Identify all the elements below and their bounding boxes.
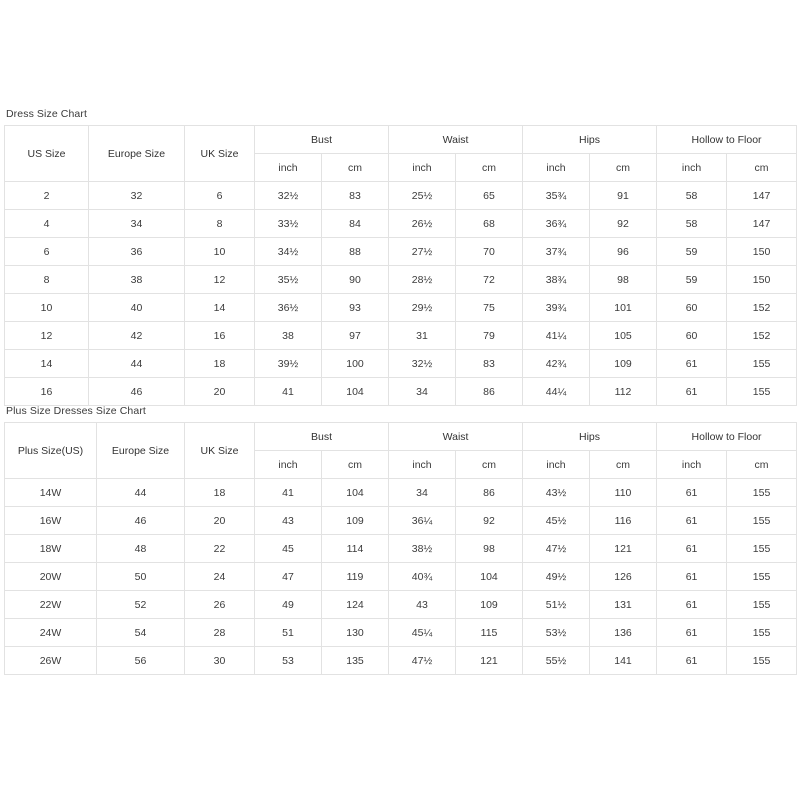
cell-hips-cm: 141 xyxy=(590,647,657,675)
cell-waist-inch: 26½ xyxy=(389,210,456,238)
cell-bust-inch: 41 xyxy=(255,378,322,406)
cell-hollow-cm: 155 xyxy=(727,479,797,507)
cell-uk-size: 18 xyxy=(185,350,255,378)
cell-hollow-cm: 155 xyxy=(727,378,797,406)
cell-hips-inch: 37¾ xyxy=(523,238,590,266)
unit-bust-inch: inch xyxy=(255,451,322,479)
cell-hips-cm: 136 xyxy=(590,619,657,647)
cell-hips-cm: 98 xyxy=(590,266,657,294)
cell-hips-inch: 47½ xyxy=(523,535,590,563)
table-header-row xyxy=(5,126,797,154)
cell-waist-inch: 43 xyxy=(389,591,456,619)
cell-hips-inch: 44¼ xyxy=(523,378,590,406)
cell-bust-inch: 49 xyxy=(255,591,322,619)
cell-waist-cm: 75 xyxy=(456,294,523,322)
cell-waist-inch: 34 xyxy=(389,479,456,507)
table-row xyxy=(5,378,797,406)
cell-waist-cm: 68 xyxy=(456,210,523,238)
cell-hollow-cm: 150 xyxy=(727,238,797,266)
cell-bust-cm: 84 xyxy=(322,210,389,238)
cell-bust-inch: 47 xyxy=(255,563,322,591)
cell-hips-inch: 39¾ xyxy=(523,294,590,322)
cell-us-size: 6 xyxy=(5,238,89,266)
unit-waist-inch: inch xyxy=(389,451,456,479)
cell-europe-size: 44 xyxy=(97,479,185,507)
cell-hips-inch: 55½ xyxy=(523,647,590,675)
column-header-hips: Hips xyxy=(523,423,657,451)
cell-hollow-cm: 155 xyxy=(727,535,797,563)
unit-hips-inch: inch xyxy=(523,451,590,479)
cell-hollow-cm: 155 xyxy=(727,619,797,647)
cell-hollow-cm: 147 xyxy=(727,210,797,238)
cell-bust-inch: 45 xyxy=(255,535,322,563)
table-row xyxy=(5,322,797,350)
cell-europe-size: 34 xyxy=(89,210,185,238)
cell-waist-inch: 31 xyxy=(389,322,456,350)
cell-bust-cm: 135 xyxy=(322,647,389,675)
cell-hips-inch: 43½ xyxy=(523,479,590,507)
cell-uk-size: 28 xyxy=(185,619,255,647)
cell-hips-inch: 41¼ xyxy=(523,322,590,350)
cell-waist-inch: 27½ xyxy=(389,238,456,266)
cell-waist-cm: 65 xyxy=(456,182,523,210)
plus-size-chart-section xyxy=(4,405,796,675)
cell-bust-inch: 51 xyxy=(255,619,322,647)
cell-europe-size: 48 xyxy=(97,535,185,563)
cell-plus-size-us: 18W xyxy=(5,535,97,563)
unit-waist-cm: cm xyxy=(456,451,523,479)
cell-hips-cm: 105 xyxy=(590,322,657,350)
cell-europe-size: 46 xyxy=(89,378,185,406)
cell-europe-size: 32 xyxy=(89,182,185,210)
cell-hollow-inch: 61 xyxy=(657,535,727,563)
table-row xyxy=(5,619,797,647)
column-header-waist: Waist xyxy=(389,126,523,154)
cell-hollow-cm: 147 xyxy=(727,182,797,210)
cell-plus-size-us: 26W xyxy=(5,647,97,675)
cell-hips-cm: 91 xyxy=(590,182,657,210)
cell-uk-size: 20 xyxy=(185,378,255,406)
unit-bust-inch: inch xyxy=(255,154,322,182)
table-row xyxy=(5,350,797,378)
cell-us-size: 10 xyxy=(5,294,89,322)
table-row xyxy=(5,266,797,294)
cell-uk-size: 26 xyxy=(185,591,255,619)
cell-waist-cm: 70 xyxy=(456,238,523,266)
cell-hips-cm: 112 xyxy=(590,378,657,406)
cell-bust-inch: 36½ xyxy=(255,294,322,322)
cell-waist-inch: 36¼ xyxy=(389,507,456,535)
cell-plus-size-us: 24W xyxy=(5,619,97,647)
cell-us-size: 14 xyxy=(5,350,89,378)
cell-waist-inch: 34 xyxy=(389,378,456,406)
cell-uk-size: 22 xyxy=(185,535,255,563)
cell-hips-inch: 51½ xyxy=(523,591,590,619)
cell-waist-inch: 38½ xyxy=(389,535,456,563)
cell-europe-size: 54 xyxy=(97,619,185,647)
cell-uk-size: 16 xyxy=(185,322,255,350)
cell-uk-size: 12 xyxy=(185,266,255,294)
column-header-bust: Bust xyxy=(255,126,389,154)
cell-waist-cm: 121 xyxy=(456,647,523,675)
cell-europe-size: 36 xyxy=(89,238,185,266)
table-row xyxy=(5,238,797,266)
cell-uk-size: 30 xyxy=(185,647,255,675)
cell-us-size: 16 xyxy=(5,378,89,406)
cell-waist-inch: 32½ xyxy=(389,350,456,378)
dress-size-chart-section xyxy=(4,108,796,406)
cell-uk-size: 6 xyxy=(185,182,255,210)
cell-waist-cm: 109 xyxy=(456,591,523,619)
cell-us-size: 2 xyxy=(5,182,89,210)
cell-hollow-inch: 61 xyxy=(657,479,727,507)
cell-hips-cm: 116 xyxy=(590,507,657,535)
cell-hollow-inch: 60 xyxy=(657,294,727,322)
cell-bust-inch: 32½ xyxy=(255,182,322,210)
column-header-uk-size: UK Size xyxy=(185,423,255,479)
cell-hollow-inch: 61 xyxy=(657,647,727,675)
cell-hollow-inch: 59 xyxy=(657,238,727,266)
cell-uk-size: 18 xyxy=(185,479,255,507)
column-header-us-size: US Size xyxy=(5,126,89,182)
cell-europe-size: 52 xyxy=(97,591,185,619)
column-header-hips: Hips xyxy=(523,126,657,154)
cell-us-size: 8 xyxy=(5,266,89,294)
cell-bust-inch: 53 xyxy=(255,647,322,675)
cell-bust-cm: 104 xyxy=(322,378,389,406)
unit-hollow-inch: inch xyxy=(657,451,727,479)
cell-europe-size: 40 xyxy=(89,294,185,322)
cell-hollow-cm: 152 xyxy=(727,322,797,350)
table-row xyxy=(5,647,797,675)
cell-bust-cm: 100 xyxy=(322,350,389,378)
cell-hips-inch: 36¾ xyxy=(523,210,590,238)
table-header-row xyxy=(5,423,797,451)
column-header-waist: Waist xyxy=(389,423,523,451)
cell-bust-cm: 119 xyxy=(322,563,389,591)
cell-hips-cm: 110 xyxy=(590,479,657,507)
table-row xyxy=(5,210,797,238)
unit-bust-cm: cm xyxy=(322,154,389,182)
cell-bust-inch: 41 xyxy=(255,479,322,507)
cell-uk-size: 8 xyxy=(185,210,255,238)
cell-hips-cm: 96 xyxy=(590,238,657,266)
cell-bust-inch: 34½ xyxy=(255,238,322,266)
cell-hips-inch: 53½ xyxy=(523,619,590,647)
unit-hips-cm: cm xyxy=(590,154,657,182)
cell-hips-inch: 35¾ xyxy=(523,182,590,210)
cell-waist-cm: 72 xyxy=(456,266,523,294)
table-row xyxy=(5,479,797,507)
cell-hollow-cm: 155 xyxy=(727,507,797,535)
cell-us-size: 4 xyxy=(5,210,89,238)
cell-hips-cm: 101 xyxy=(590,294,657,322)
cell-bust-cm: 130 xyxy=(322,619,389,647)
table-row xyxy=(5,535,797,563)
cell-hollow-cm: 150 xyxy=(727,266,797,294)
unit-hips-inch: inch xyxy=(523,154,590,182)
cell-hips-inch: 42¾ xyxy=(523,350,590,378)
unit-hips-cm: cm xyxy=(590,451,657,479)
dress-size-chart-caption: Dress Size Chart xyxy=(6,108,87,120)
cell-waist-cm: 86 xyxy=(456,378,523,406)
cell-plus-size-us: 16W xyxy=(5,507,97,535)
cell-bust-inch: 39½ xyxy=(255,350,322,378)
cell-uk-size: 10 xyxy=(185,238,255,266)
cell-europe-size: 38 xyxy=(89,266,185,294)
cell-waist-cm: 98 xyxy=(456,535,523,563)
cell-hollow-inch: 61 xyxy=(657,350,727,378)
unit-waist-inch: inch xyxy=(389,154,456,182)
cell-hollow-inch: 59 xyxy=(657,266,727,294)
cell-bust-cm: 114 xyxy=(322,535,389,563)
table-row xyxy=(5,591,797,619)
cell-bust-cm: 104 xyxy=(322,479,389,507)
unit-hollow-cm: cm xyxy=(727,451,797,479)
cell-bust-inch: 35½ xyxy=(255,266,322,294)
cell-hips-inch: 45½ xyxy=(523,507,590,535)
plus-size-chart-caption: Plus Size Dresses Size Chart xyxy=(6,405,146,417)
cell-waist-inch: 29½ xyxy=(389,294,456,322)
column-header-bust: Bust xyxy=(255,423,389,451)
cell-waist-inch: 40¾ xyxy=(389,563,456,591)
cell-bust-inch: 38 xyxy=(255,322,322,350)
cell-hollow-inch: 60 xyxy=(657,322,727,350)
cell-hollow-inch: 61 xyxy=(657,507,727,535)
cell-bust-cm: 109 xyxy=(322,507,389,535)
cell-hips-inch: 49½ xyxy=(523,563,590,591)
cell-hollow-inch: 61 xyxy=(657,378,727,406)
cell-waist-cm: 83 xyxy=(456,350,523,378)
cell-bust-cm: 97 xyxy=(322,322,389,350)
table-row xyxy=(5,294,797,322)
cell-waist-inch: 45¼ xyxy=(389,619,456,647)
column-header-hollow-to-floor: Hollow to Floor xyxy=(657,423,797,451)
cell-waist-cm: 92 xyxy=(456,507,523,535)
cell-hollow-inch: 58 xyxy=(657,182,727,210)
cell-uk-size: 14 xyxy=(185,294,255,322)
table-row xyxy=(5,563,797,591)
cell-uk-size: 20 xyxy=(185,507,255,535)
cell-bust-inch: 33½ xyxy=(255,210,322,238)
cell-europe-size: 44 xyxy=(89,350,185,378)
cell-waist-cm: 115 xyxy=(456,619,523,647)
cell-europe-size: 50 xyxy=(97,563,185,591)
cell-europe-size: 46 xyxy=(97,507,185,535)
cell-uk-size: 24 xyxy=(185,563,255,591)
cell-hollow-inch: 61 xyxy=(657,591,727,619)
cell-waist-cm: 86 xyxy=(456,479,523,507)
cell-waist-cm: 79 xyxy=(456,322,523,350)
dress-size-chart-table xyxy=(4,125,797,406)
cell-hollow-inch: 61 xyxy=(657,563,727,591)
cell-hips-cm: 121 xyxy=(590,535,657,563)
cell-hips-cm: 126 xyxy=(590,563,657,591)
cell-waist-inch: 25½ xyxy=(389,182,456,210)
cell-waist-inch: 47½ xyxy=(389,647,456,675)
unit-hollow-inch: inch xyxy=(657,154,727,182)
cell-hollow-cm: 155 xyxy=(727,350,797,378)
cell-bust-inch: 43 xyxy=(255,507,322,535)
column-header-hollow-to-floor: Hollow to Floor xyxy=(657,126,797,154)
unit-hollow-cm: cm xyxy=(727,154,797,182)
column-header-europe-size: Europe Size xyxy=(97,423,185,479)
plus-size-chart-table xyxy=(4,422,797,675)
cell-bust-cm: 88 xyxy=(322,238,389,266)
unit-bust-cm: cm xyxy=(322,451,389,479)
cell-bust-cm: 93 xyxy=(322,294,389,322)
cell-hips-cm: 131 xyxy=(590,591,657,619)
column-header-europe-size: Europe Size xyxy=(89,126,185,182)
unit-waist-cm: cm xyxy=(456,154,523,182)
cell-hollow-inch: 58 xyxy=(657,210,727,238)
cell-us-size: 12 xyxy=(5,322,89,350)
cell-hollow-cm: 155 xyxy=(727,563,797,591)
cell-hollow-cm: 155 xyxy=(727,591,797,619)
column-header-uk-size: UK Size xyxy=(185,126,255,182)
table-row xyxy=(5,182,797,210)
cell-hollow-cm: 152 xyxy=(727,294,797,322)
cell-hips-inch: 38¾ xyxy=(523,266,590,294)
column-header-plus-size-us: Plus Size(US) xyxy=(5,423,97,479)
cell-waist-inch: 28½ xyxy=(389,266,456,294)
cell-waist-cm: 104 xyxy=(456,563,523,591)
cell-plus-size-us: 20W xyxy=(5,563,97,591)
cell-plus-size-us: 22W xyxy=(5,591,97,619)
cell-hollow-inch: 61 xyxy=(657,619,727,647)
cell-bust-cm: 124 xyxy=(322,591,389,619)
cell-europe-size: 42 xyxy=(89,322,185,350)
cell-plus-size-us: 14W xyxy=(5,479,97,507)
table-row xyxy=(5,507,797,535)
cell-hips-cm: 92 xyxy=(590,210,657,238)
cell-bust-cm: 83 xyxy=(322,182,389,210)
cell-hollow-cm: 155 xyxy=(727,647,797,675)
cell-europe-size: 56 xyxy=(97,647,185,675)
cell-hips-cm: 109 xyxy=(590,350,657,378)
cell-bust-cm: 90 xyxy=(322,266,389,294)
